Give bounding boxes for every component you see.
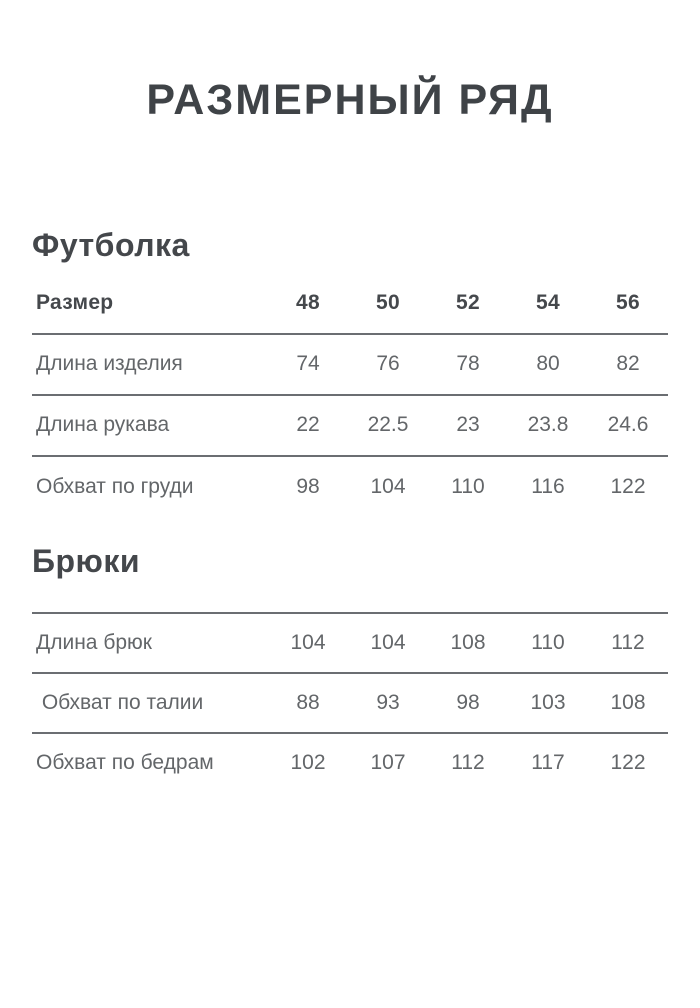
cell-value: 104	[290, 630, 326, 654]
cell-value: 122	[610, 751, 646, 775]
cell-value: 24.6	[607, 413, 649, 437]
cell-value: 23	[456, 413, 480, 437]
cell-value: 80	[536, 352, 560, 376]
tshirt-header-row	[32, 273, 668, 334]
cell-value: 82	[616, 352, 640, 376]
table-row-sleeve-length	[32, 395, 668, 456]
pants-section	[32, 542, 668, 793]
row-label: Обхват по бедрам	[36, 751, 214, 775]
tshirt-section	[32, 226, 668, 517]
cell-value: 108	[450, 630, 486, 654]
tshirt-heading: Футболка	[32, 226, 190, 263]
cell-value: 112	[611, 630, 645, 654]
cell-value: 78	[456, 352, 480, 376]
size-header-56: 56	[616, 290, 640, 314]
cell-value: 93	[376, 690, 400, 714]
cell-value: 112	[451, 751, 485, 775]
cell-value: 122	[610, 474, 646, 498]
cell-value: 110	[451, 474, 485, 498]
cell-value: 98	[296, 474, 320, 498]
size-chart-page	[0, 75, 700, 1008]
row-label: Обхват по талии	[36, 690, 204, 714]
cell-value: 88	[296, 690, 320, 714]
table-row-waist-girth	[32, 673, 668, 733]
size-header-52: 52	[456, 290, 480, 314]
cell-value: 103	[530, 690, 566, 714]
row-label: Длина рукава	[36, 413, 170, 437]
pants-size-table	[32, 612, 668, 793]
row-label: Обхват по груди	[36, 474, 194, 498]
pants-heading: Брюки	[32, 542, 141, 579]
table-row-item-length	[32, 334, 668, 395]
cell-value: 110	[531, 630, 565, 654]
cell-value: 76	[376, 352, 400, 376]
row-label: Длина брюк	[36, 630, 152, 654]
cell-value: 74	[296, 352, 320, 376]
cell-value: 104	[370, 630, 406, 654]
cell-value: 102	[290, 751, 326, 775]
size-header-50: 50	[376, 290, 400, 314]
table-row-pants-length	[32, 613, 668, 673]
cell-value: 22.5	[367, 413, 409, 437]
tshirt-size-table	[32, 273, 668, 517]
cell-value: 108	[610, 690, 646, 714]
cell-value: 116	[531, 474, 565, 498]
page-title: РАЗМЕРНЫЙ РЯД	[146, 76, 554, 124]
row-label: Длина изделия	[36, 352, 183, 376]
cell-value: 23.8	[527, 413, 569, 437]
cell-value: 117	[531, 751, 565, 775]
table-row-chest-girth	[32, 456, 668, 517]
size-header-label: Размер	[36, 290, 114, 314]
size-header-48: 48	[296, 290, 320, 314]
size-header-54: 54	[536, 290, 560, 314]
cell-value: 104	[370, 474, 406, 498]
cell-value: 107	[370, 751, 406, 775]
table-row-hip-girth	[32, 733, 668, 793]
cell-value: 98	[456, 690, 480, 714]
cell-value: 22	[296, 413, 320, 437]
